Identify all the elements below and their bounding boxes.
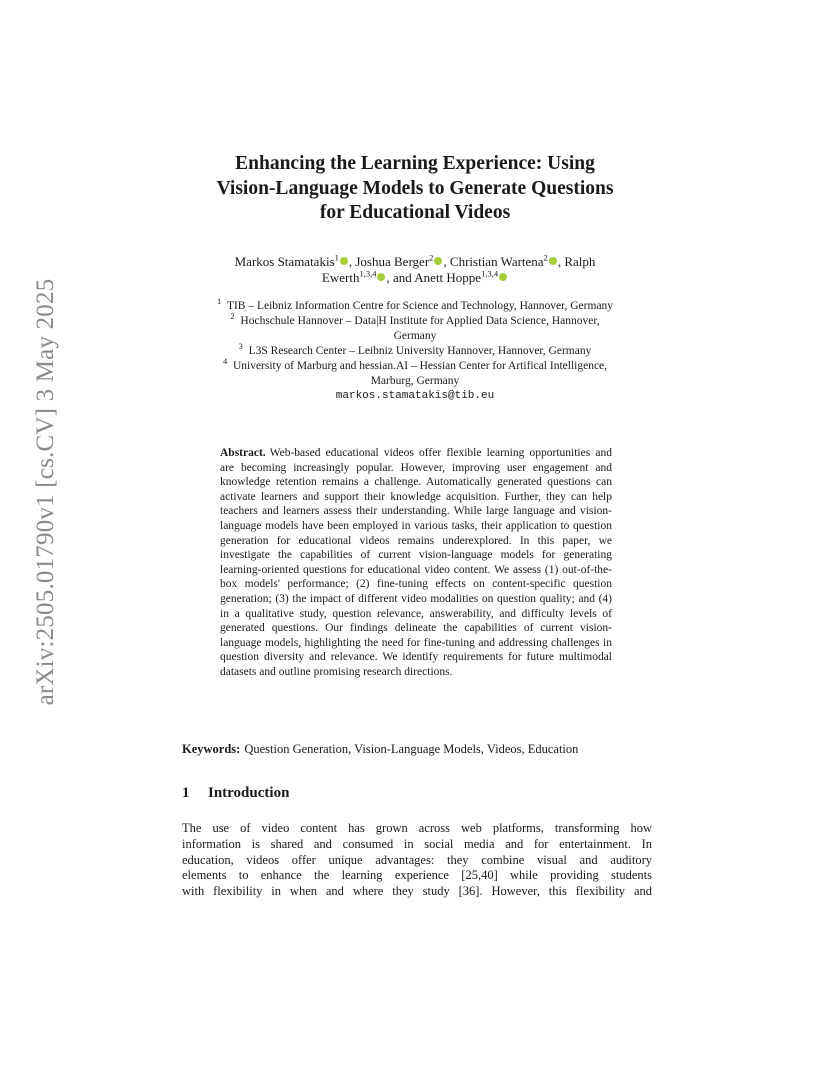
affiliation-line (160, 311, 670, 329)
keywords-text: Question Generation, Vision-Language Models, Videos, Education (244, 742, 579, 756)
section-number: 1 (182, 785, 190, 801)
section-title: Introduction (208, 785, 290, 801)
author-name: , and Anett Hoppe (386, 270, 482, 285)
paragraph-line: with flexibility in when and where they study [36]. However, this flexibility and (182, 884, 652, 899)
author-affil-sup: 1 (334, 252, 339, 263)
paper-title (170, 152, 660, 226)
affiliation-text: TIB – Leibniz Information Centre for Science and Technology, Hannover, Germany (226, 300, 614, 312)
author-list (160, 254, 670, 286)
section-heading (182, 784, 652, 802)
affiliation-line: Marburg, Germany (370, 375, 460, 387)
paragraph-line: The use of video content has grown across web platforms, transforming how (182, 821, 652, 835)
author-name: , Joshua Berger (348, 254, 430, 269)
affiliation-text: University of Marburg and hessian.AI – Hessian Center for Artifical Intelligence, (232, 360, 608, 372)
affiliation-number: 2 (230, 311, 235, 322)
affiliation-text: Hochschule Hannover – Data|H Institute for Applied Data Science, Hannover, (240, 315, 600, 327)
arxiv-side-stamp: arXiv:2505.01790v1 [cs.CV] 3 May 2025 (32, 278, 59, 706)
orcid-icon[interactable] (340, 257, 348, 265)
keywords (182, 741, 652, 757)
orcid-icon[interactable] (434, 257, 442, 265)
paragraph-line: elements to enhance the learning experience [25,40] while providing students (182, 868, 652, 883)
author-name: Ewerth (321, 270, 360, 285)
author-name: Markos Stamatakis (234, 254, 335, 269)
title-line: Vision-Language Models to Generate Questions (216, 177, 614, 199)
orcid-icon[interactable] (499, 273, 507, 281)
paragraph-line: information is shared and consumed in social media and for entertainment. In (182, 836, 652, 851)
orcid-icon[interactable] (549, 257, 557, 265)
paragraph-line: education, videos offer unique advantages: they combine visual and auditory (182, 852, 652, 867)
affiliation-line (160, 341, 670, 359)
intro-paragraph (182, 821, 652, 900)
author-name: , Christian Wartena (443, 254, 544, 269)
affiliation-line: Germany (393, 330, 437, 342)
author-affil-sup: 1,3,4 (481, 268, 499, 279)
affiliation-number: 3 (238, 341, 243, 352)
affiliation-number: 4 (222, 356, 228, 367)
author-affil-sup: 2 (429, 252, 434, 263)
affiliation-line (160, 356, 670, 374)
affiliation-line (160, 296, 670, 314)
author-name: , Ralph (557, 254, 596, 269)
abstract-label: Abstract. (220, 447, 266, 459)
author-affil-sup: 1,3,4 (359, 268, 377, 279)
author-affil-sup: 2 (543, 252, 548, 263)
author-line-2 (160, 270, 670, 286)
title-line: for Educational Videos (319, 202, 511, 223)
keywords-label: Keywords: (182, 742, 241, 756)
abstract-text: Web-based educational videos offer flexible learning opportunities and are becoming increasingly popular. However, improving user engagement and knowledge retention remains a challenge. Automatically generated questions can activate learners and support their knowledge acquisition. Further, they can help teachers and learners assess their understanding. While large language and vision-language models have been employed in various tasks, their application to question generation for educational videos remains underexplored. In this paper, we investigate the capabilities of current vision-language models for generating learning-oriented questions for educational video content. We assess (1) out-of-the-box models' performance; (2) fine-tuning effects on content-specific question generation; (3) the impact of different video modalities on question quality; and (4) in a qualitative study, question relevance, answerability, and difficulty levels of generated questions. Our findings delineate the capabilities of current vision-language models, highlighting the need for fine-tuning and addressing challenges in question diversity and relevance. We identify requirements for future multimodal datasets and outline promising research directions. (220, 447, 612, 678)
affiliation-number: 1 (216, 296, 222, 307)
author-line-1 (160, 254, 670, 270)
orcid-icon[interactable] (377, 273, 385, 281)
affiliation-text: L3S Research Center – Leibniz University Hannover, Hannover, Germany (248, 345, 592, 357)
contact-email[interactable]: markos.stamatakis@tib.eu (335, 390, 495, 402)
affiliations (160, 296, 670, 404)
title-line: Enhancing the Learning Experience: Using (235, 153, 595, 174)
abstract (220, 446, 612, 680)
